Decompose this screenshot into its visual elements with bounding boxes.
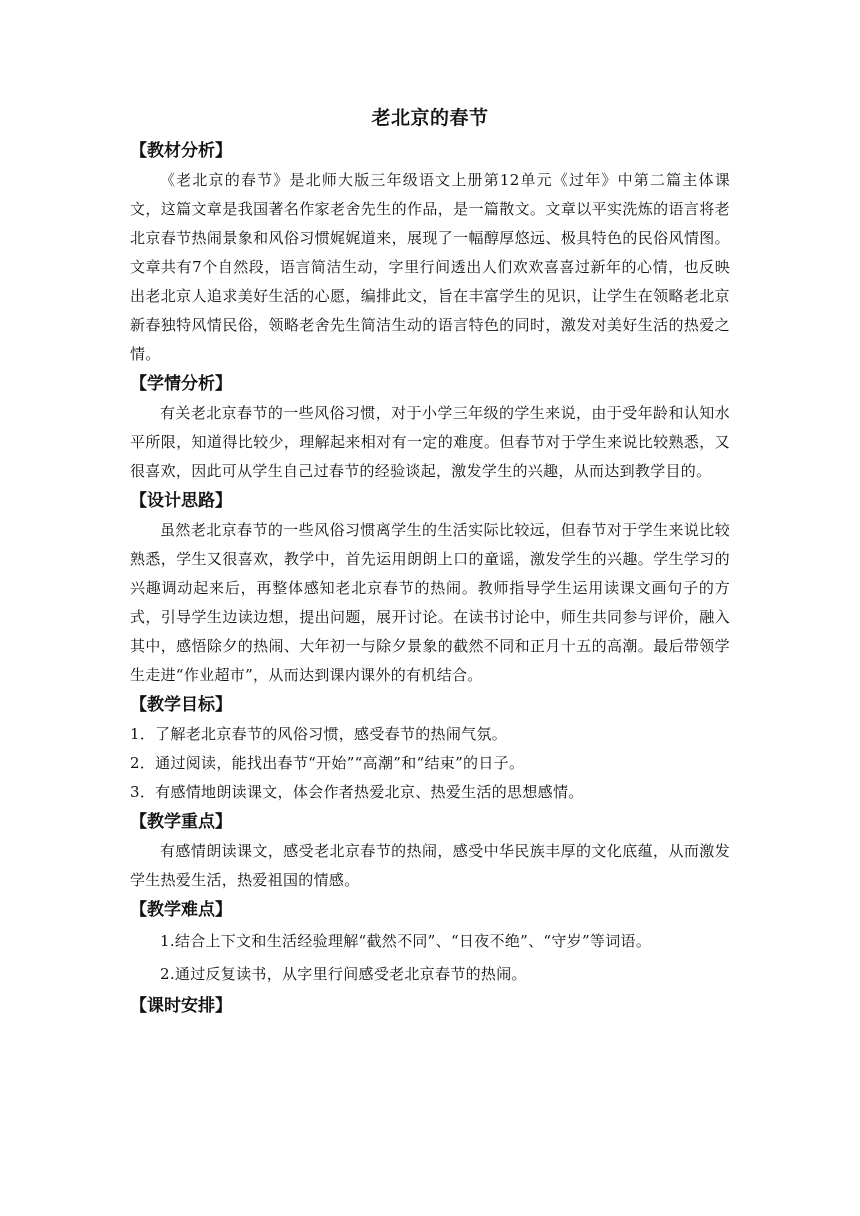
section-heading-key-points: 【教学重点】 — [130, 812, 232, 832]
section-heading-schedule: 【课时安排】 — [130, 996, 232, 1016]
goal-item: 2．通过阅读，能找出春节“开始”“高潮”和“结束”的日子。 — [130, 754, 525, 772]
section-heading-difficulties: 【教学难点】 — [130, 900, 232, 920]
document-body — [130, 100, 730, 1021]
section-heading-design: 【设计思路】 — [130, 491, 232, 511]
document-title: 老北京的春节 — [371, 107, 489, 129]
difficulty-item: 2.通过反复读书，从字里行间感受老北京春节的热闹。 — [160, 965, 527, 983]
student-analysis-text: 有关老北京春节的一些风俗习惯，对于小学三年级的学生来说，由于受年龄和认知水平所限，知道得比较少，理解起来相对有一定的难度。但春节对于学生来说比较熟悉，又很喜欢，因此可从学生自己过春节的经验谈起，激发学生的兴趣，从而达到教学目的。 — [130, 404, 730, 480]
section-heading-goals: 【教学目标】 — [130, 695, 232, 715]
goal-item: 3．有感情地朗读课文，体会作者热爱北京、热爱生活的思想感情。 — [130, 783, 584, 801]
goal-item: 1．了解老北京春节的风俗习惯，感受春节的热闹气氛。 — [130, 725, 508, 743]
key-points-text: 有感情朗读课文，感受老北京春节的热闹，感受中华民族丰厚的文化底蕴，从而激发学生热爱生活，热爱祖国的情感。 — [130, 842, 730, 889]
section-heading-students: 【学情分析】 — [130, 374, 232, 394]
design-ideas-text: 虽然老北京春节的一些风俗习惯离学生的生活实际比较远，但春节对于学生来说比较熟悉，学生又很喜欢，教学中，首先运用朗朗上口的童谣，激发学生的兴趣。学生学习的兴趣调动起来后，再整体感知老北京春节的热闹。教师指导学生运用读课文画句子的方式，引导学生边读边想，提出问题，展开讨论。在读书讨论中，师生共同参与评价，融入其中，感悟除夕的热闹、大年初一与除夕景象的截然不同和正月十五的高潮。最后带领学生走进“作业超市”，从而达到课内课外的有机结合。 — [130, 521, 730, 684]
material-analysis-text: 《老北京的春节》是北师大版三年级语文上册第12单元《过年》中第二篇主体课文，这篇文章是我国著名作家老舍先生的作品，是一篇散文。文章以平实洗炼的语言将老北京春节热闹景象和风俗习惯娓娓道来，展现了一幅醇厚悠远、极具特色的民俗风情图。文章共有7个自然段，语言简洁生动，字里行间透出人们欢欢喜喜过新年的心情，也反映出老北京人追求美好生活的心愿，编排此文，旨在丰富学生的见识，让学生在领略老北京新春独特风情民俗，领略老舍先生简洁生动的语言特色的同时，激发对美好生活的热爱之情。 — [130, 171, 730, 363]
section-heading-material: 【教材分析】 — [130, 141, 232, 161]
difficulty-item: 1.结合上下文和生活经验理解“截然不同”、“日夜不绝”、“守岁”等词语。 — [160, 932, 652, 950]
